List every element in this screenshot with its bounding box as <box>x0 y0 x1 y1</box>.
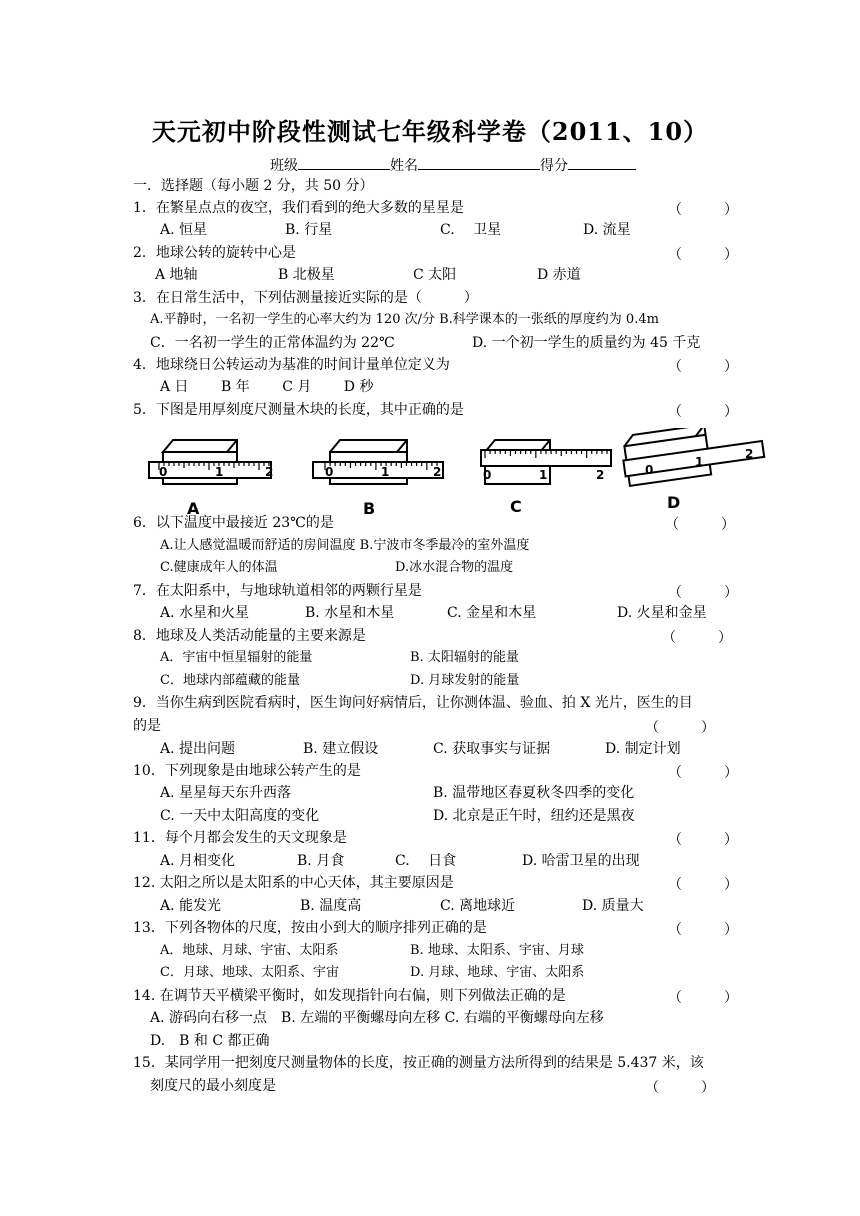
ruler-figure-svg <box>145 428 770 518</box>
name-blank[interactable] <box>418 155 540 170</box>
question-5-stem: 5．下图是用厚刻度尺测量木块的长度，其中正确的是 <box>133 402 464 418</box>
question-4-stem: 4．地球绕日公转运动为基准的时间计量单位定义为 <box>133 357 450 373</box>
q11-option-d: D. 哈雷卫星的出现 <box>522 853 640 869</box>
tick-label-c-1: 1 <box>539 468 548 482</box>
question-10-stem: 10．下列现象是由地球公转产生的是 <box>133 763 361 779</box>
q14-option-abc: A. 游码向右移一点 B. 左端的平衡螺母向左移 C. 右端的平衡螺母向左移 <box>150 1010 604 1026</box>
score-label: 得分 <box>540 158 568 174</box>
q11-option-c: C. 日食 <box>395 853 457 869</box>
answer-paren-7[interactable]: （ ） <box>668 585 738 601</box>
q9-option-a: A. 提出问题 <box>160 741 236 757</box>
q12-option-a: A. 能发光 <box>160 898 222 914</box>
question-15-stem: 15．某同学用一把刻度尺测量物体的长度，按正确的测量方法所得到的结果是 5.437 米，该 <box>133 1055 704 1071</box>
q13-option-a: A．地球、月球、宇宙、太阳系 <box>160 943 339 958</box>
q13-option-b: B. 地球、太阳系、宇宙、月球 <box>410 943 584 958</box>
q11-option-b: B. 月食 <box>297 853 345 869</box>
q7-option-b: B. 水星和木星 <box>305 605 395 621</box>
page-title: 天元初中阶段性测试七年级科学卷（2011、10） <box>151 117 709 146</box>
q12-option-b: B. 温度高 <box>300 898 362 914</box>
q1-option-d: D. 流星 <box>583 222 631 238</box>
question-3-stem: 3．在日常生活中，下列估测量接近实际的是（ ） <box>133 290 478 306</box>
student-info-line <box>270 155 636 175</box>
tick-label-d-2: 2 <box>745 447 754 461</box>
answer-paren-1[interactable]: （ ） <box>668 202 738 218</box>
tick-label-b-2: 2 <box>433 465 442 479</box>
question-1-stem: 1．在繁星点点的夜空，我们看到的绝大多数的星星是 <box>133 200 464 216</box>
q8-option-b: B. 太阳辐射的能量 <box>410 650 519 665</box>
q2-option-d: D 赤道 <box>537 267 581 283</box>
q8-option-a: A．宇宙中恒星辐射的能量 <box>160 650 313 665</box>
q2-option-b: B 北极星 <box>278 267 335 283</box>
q12-option-d: D. 质量大 <box>582 898 644 914</box>
answer-paren-2[interactable]: （ ） <box>668 247 738 263</box>
diagram-label-c: C <box>510 497 522 516</box>
tick-label-b-1: 1 <box>381 465 390 479</box>
question-8-stem: 8．地球及人类活动能量的主要来源是 <box>133 628 366 644</box>
question-2-stem: 2．地球公转的旋转中心是 <box>133 245 296 261</box>
answer-paren-4[interactable]: （ ） <box>668 359 738 375</box>
answer-paren-14[interactable]: （ ） <box>668 990 738 1006</box>
tick-label-d-1: 1 <box>695 455 704 469</box>
q14-option-d: D. B 和 C 都正确 <box>150 1033 270 1049</box>
q7-option-c: C. 金星和木星 <box>447 605 537 621</box>
q12-option-c: C. 离地球近 <box>440 898 516 914</box>
q13-option-d: D. 月球、地球、宇宙、太阳系 <box>410 965 585 980</box>
q3-option-c: C．一名初一学生的正常体温约为 22℃ <box>150 335 395 351</box>
tick-label-c-0: 0 <box>483 468 492 482</box>
name-label: 姓名 <box>390 158 418 174</box>
question-12-stem: 12. 太阳之所以是太阳系的中心天体，其主要原因是 <box>133 875 454 891</box>
score-blank[interactable] <box>568 155 636 170</box>
q10-option-c: C. 一天中太阳高度的变化 <box>160 808 320 824</box>
tick-label-b-0: 0 <box>325 465 334 479</box>
answer-paren-12[interactable]: （ ） <box>668 877 738 893</box>
q2-option-c: C 太阳 <box>413 267 457 283</box>
answer-paren-11[interactable]: （ ） <box>668 832 738 848</box>
tick-label-c-2: 2 <box>596 468 605 482</box>
question-9-stem: 9．当你生病到医院看病时，医生询问好病情后，让你测体温、验血、拍 X 光片，医生的目 <box>133 695 693 711</box>
q1-option-c: C. 卫星 <box>440 222 502 238</box>
answer-paren-9[interactable]: （ ） <box>645 720 715 736</box>
q9-option-d: D. 制定计划 <box>605 741 681 757</box>
q7-option-a: A. 水星和火星 <box>160 605 250 621</box>
answer-paren-15[interactable]: （ ） <box>645 1080 715 1096</box>
q10-option-b: B. 温带地区春夏秋冬四季的变化 <box>433 785 635 801</box>
q6-option-c: C.健康成年人的体温 <box>160 560 278 575</box>
diagram-label-a: A <box>187 499 200 518</box>
tick-label-a-2: 2 <box>265 465 274 479</box>
q13-option-c: C．月球、地球、太阳系、宇宙 <box>160 965 339 980</box>
tick-label-a-0: 0 <box>159 465 168 479</box>
question-11-stem: 11．每个月都会发生的天文现象是 <box>133 830 347 846</box>
q9-option-b: B. 建立假设 <box>303 741 379 757</box>
q4-options: A 日 B 年 C 月 D 秒 <box>160 379 374 395</box>
class-blank[interactable] <box>298 155 390 170</box>
question-9-stem-cont: 的是 <box>133 718 161 734</box>
question-13-stem: 13．下列各物体的尺度，按由小到大的顺序排列正确的是 <box>133 920 487 936</box>
tick-label-a-1: 1 <box>215 465 224 479</box>
class-label: 班级 <box>270 158 298 174</box>
q6-option-ab: A.让人感觉温暖而舒适的房间温度 B.宁波市冬季最冷的室外温度 <box>160 538 530 553</box>
q10-option-d: D. 北京是正午时，纽约还是黑夜 <box>433 808 635 824</box>
tick-label-d-0: 0 <box>645 463 654 477</box>
question-6-stem: 6．以下温度中最接近 23℃的是 <box>133 515 334 531</box>
q2-option-a: A 地轴 <box>155 267 198 283</box>
question-14-stem: 14. 在调节天平横梁平衡时，如发现指针向右偏，则下列做法正确的是 <box>133 988 566 1004</box>
diagram-label-b: B <box>363 499 376 518</box>
q9-option-c: C. 获取事实与证据 <box>433 741 551 757</box>
q11-option-a: A. 月相变化 <box>160 853 236 869</box>
q1-option-b: B. 行星 <box>285 222 333 238</box>
answer-paren-5[interactable]: （ ） <box>668 404 738 420</box>
ruler-figure <box>145 428 770 518</box>
q3-option-ab: A.平静时，一名初一学生的心率大约为 120 次/分 B.科学课本的一张纸的厚度约为 0.4m <box>150 312 659 327</box>
q3-option-d: D. 一个初一学生的质量约为 45 千克 <box>472 335 701 351</box>
q10-option-a: A. 星星每天东升西落 <box>160 785 292 801</box>
diagram-label-d: D <box>667 493 681 512</box>
answer-paren-10[interactable]: （ ） <box>668 765 738 781</box>
q6-option-d: D.冰水混合物的温度 <box>395 560 514 575</box>
answer-paren-6[interactable]: （ ） <box>665 517 735 533</box>
answer-paren-13[interactable]: （ ） <box>668 922 738 938</box>
q8-option-c: C．地球内部蕴藏的能量 <box>160 673 300 688</box>
ruler-diagram-d <box>620 428 766 486</box>
q8-option-d: D. 月球发射的能量 <box>410 673 520 688</box>
section-heading: 一．选择题（每小题 2 分，共 50 分） <box>133 178 374 194</box>
answer-paren-8[interactable]: （ ） <box>662 630 732 646</box>
q1-option-a: A. 恒星 <box>160 222 208 238</box>
q7-option-d: D. 火星和金星 <box>617 605 707 621</box>
question-15-stem-cont: 刻度尺的最小刻度是 <box>150 1078 276 1094</box>
question-7-stem: 7．在太阳系中，与地球轨道相邻的两颗行星是 <box>133 583 422 599</box>
